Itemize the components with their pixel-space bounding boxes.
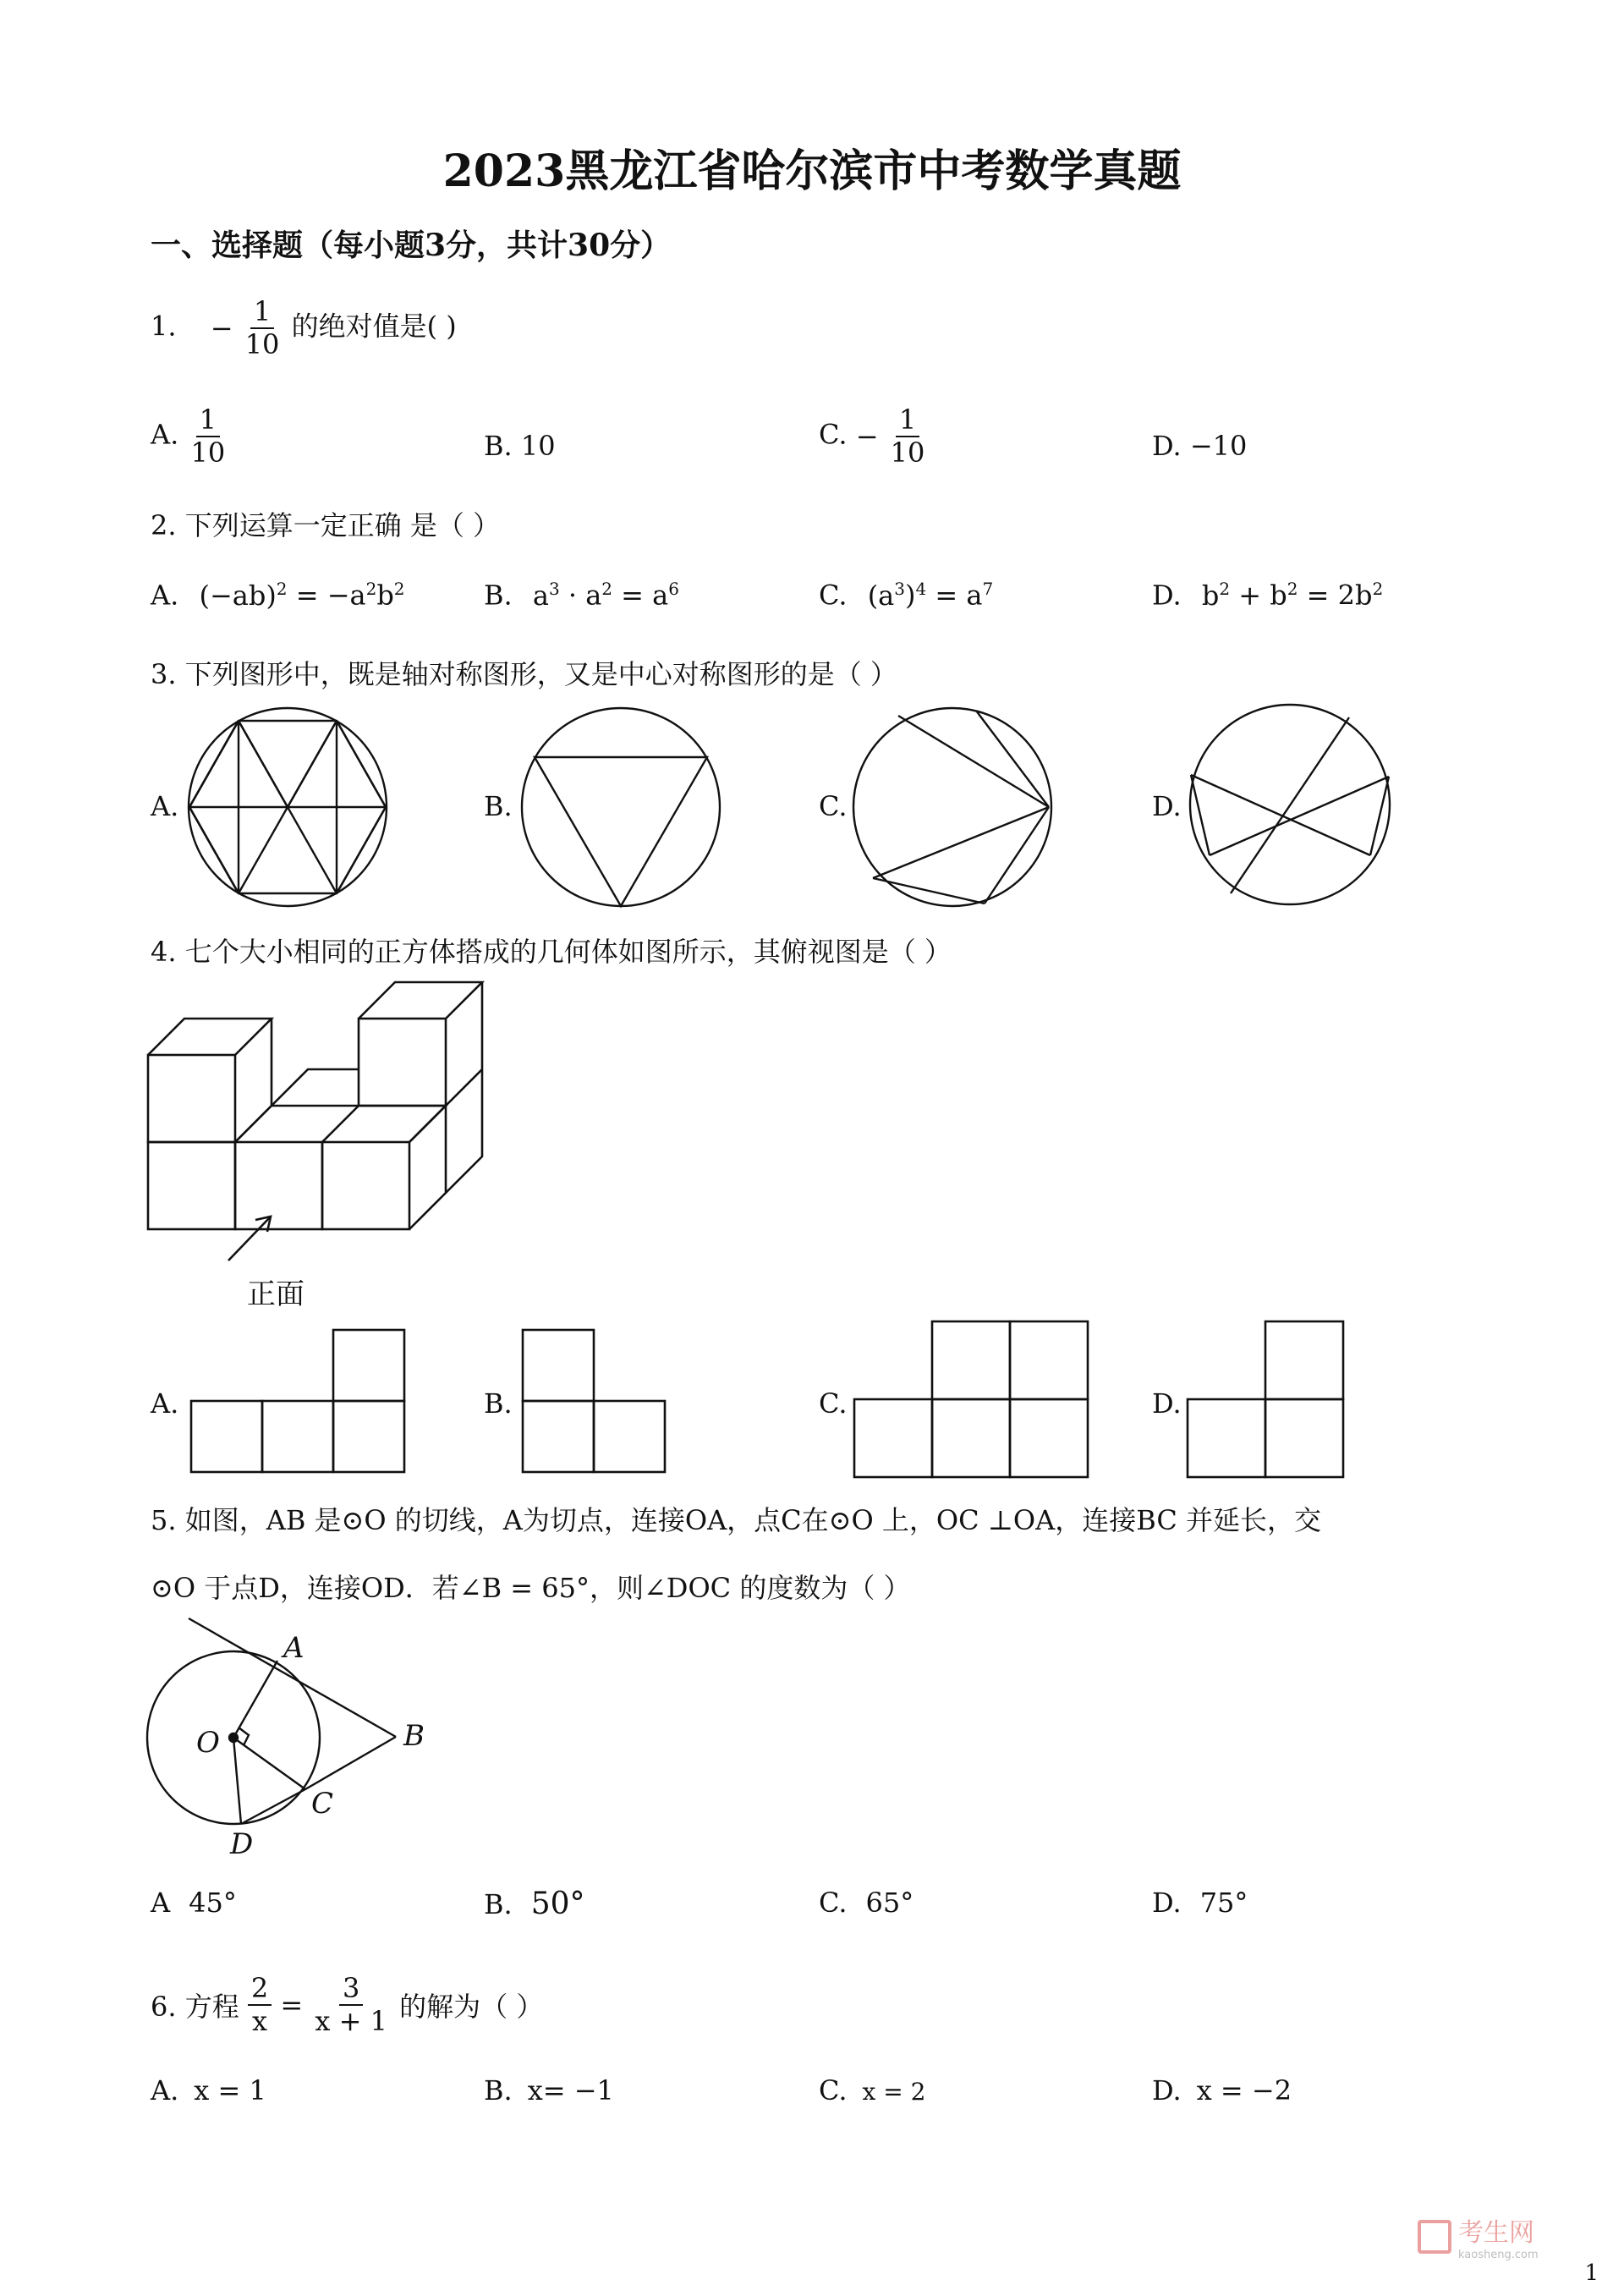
q6-prefix: 6. 方程 [151,1990,239,2023]
q2-option-a[interactable] [151,579,405,612]
q1-frac-den: 10 [244,327,280,360]
option-label: B. [484,430,513,462]
q6-stem: 的解为（ ） [399,1990,544,2023]
q4-view-c [851,1318,1096,1487]
question-3: 3. 下列图形中，既是轴对称图形，又是中心对称图形的是（ ） [151,658,897,690]
watermark-sub: kaosheng.com [1458,2249,1539,2261]
q4-view-a [188,1327,408,1479]
expr: = a [612,579,669,612]
q6-option-d[interactable] [1152,2074,1292,2106]
point-label-c: C [311,1787,334,1821]
q6-option-a[interactable] [151,2074,266,2106]
point-label-b: B [403,1719,425,1753]
q3-figure-c [849,704,1056,910]
frac-den: 10 [190,436,226,469]
q3-figure-b [518,704,724,910]
exp: 6 [668,579,679,599]
expr: = −a [287,579,366,612]
frac-den: x + 1 [315,2004,387,2037]
exp: 2 [1372,579,1384,599]
option-text: 75° [1199,1887,1248,1919]
exp: 2 [276,579,288,599]
exp: 3 [548,579,560,599]
frac-den: x [252,2004,268,2037]
option-text: x = 2 [862,2078,926,2106]
option-text: x= −1 [527,2074,614,2106]
option-label: C. [819,1887,848,1919]
expr: = 2b [1298,579,1373,612]
q5-option-b[interactable] [484,1887,585,1921]
frac-num: 1 [896,404,919,437]
option-text: x = 1 [194,2074,266,2106]
q4-label-d[interactable]: D. [1152,1387,1182,1420]
exp: 2 [365,579,377,599]
q5-option-c[interactable] [819,1887,914,1919]
option-label: A. [151,579,179,612]
option-label: A. [151,418,179,451]
page-title: 2023黑龙江省哈尔滨市中考数学真题 [442,146,1182,197]
expr: (−ab) [199,579,277,612]
q4-solid-figure [144,973,508,1277]
q1-option-a[interactable] [151,404,228,469]
point-label-a: A [283,1631,304,1665]
question-1 [151,296,457,360]
q4-label-a[interactable]: A. [151,1387,179,1420]
q6-fraction-1 [248,1973,272,2037]
option-label: D. [1152,2074,1182,2106]
watermark-icon [1418,2220,1451,2254]
q1-stem: 的绝对值是( ) [291,310,457,343]
option-label: D. [1152,579,1182,612]
q3-label-d[interactable]: D. [1152,790,1182,822]
option-text: 10 [520,430,556,462]
question-6 [151,1973,543,2037]
q6-equals: = [280,1988,304,2021]
exp: 2 [601,579,612,599]
q5-option-d[interactable] [1152,1887,1248,1919]
question-5-line-2: ⊙O 于点D，连接OD．若∠B = 65°，则∠DOC 的度数为（ ） [151,1572,911,1604]
option-label: D. [1152,430,1182,462]
question-2: 2. 下列运算一定正确 是（ ） [151,509,501,541]
option-label: B. [484,579,513,612]
option-label: C. [819,418,848,451]
watermark-text: 考生网 [1458,2218,1534,2248]
q1-c-fraction [887,404,929,469]
frac-den: 10 [890,436,925,469]
expr: (a [867,579,895,612]
option-text: 65° [865,1887,914,1919]
q6-option-c[interactable] [819,2074,925,2106]
point-label-d: D [230,1827,254,1861]
q3-label-a[interactable]: A. [151,790,179,822]
exp: 4 [915,579,927,599]
expr: = a [926,579,983,612]
expr: ) [904,579,916,612]
q1-number: 1. [151,310,177,343]
q2-option-b[interactable] [484,579,679,612]
q2-option-d[interactable] [1152,579,1383,612]
expr: a [532,579,549,612]
q1-option-c[interactable] [819,404,928,469]
section-heading: 一、选择题（每小题3分，共计30分） [151,228,672,263]
frac-num: 3 [339,1973,363,2006]
frac-num: 2 [248,1973,272,2006]
q4-view-d [1184,1318,1353,1487]
point-o [229,1733,238,1742]
q6-fraction-2 [311,1973,391,2037]
option-label: B. [484,1888,513,1920]
q3-label-b[interactable]: B. [484,790,513,822]
q4-label-c[interactable]: C. [819,1387,848,1420]
question-5-line-1: 5. 如图，AB 是⊙O 的切线，A为切点，连接OA，点C在⊙O 上，OC ⊥OA，连接BC 并延长，交 [151,1504,1321,1536]
expr: b [376,579,394,612]
expr: b [1201,579,1220,612]
exp: 2 [393,579,405,599]
option-label: A [151,1887,171,1919]
option-label: A. [151,2074,179,2106]
exp: 2 [1219,579,1231,599]
option-label: C. [819,579,848,612]
expr: + b [1230,579,1287,612]
q4-view-b [519,1327,672,1479]
front-label: 正面 [247,1277,304,1311]
question-4: 4. 七个大小相同的正方体搭成的几何体如图所示，其俯视图是（ ） [151,936,952,968]
q1-option-d[interactable] [1152,430,1247,462]
option-text: −10 [1189,430,1248,462]
q6-option-b[interactable] [484,2074,614,2106]
option-text: 50° [530,1887,585,1921]
option-label: B. [484,2074,513,2106]
q1-option-b[interactable] [484,430,556,462]
q3-label-c[interactable]: C. [819,790,848,822]
q3-figure-d [1184,699,1396,910]
page-number: 1 [1584,2260,1599,2286]
exp: 2 [1287,579,1298,599]
option-text: x = −2 [1196,2074,1292,2106]
q1-a-fraction [187,404,228,469]
q5-option-a[interactable] [151,1887,237,1919]
q1-frac-num: 1 [250,296,274,329]
q4-label-b[interactable]: B. [484,1387,513,1420]
point-label-o: O [196,1726,220,1760]
q1-fraction [242,296,283,360]
q2-option-c[interactable] [819,579,993,612]
option-minus: − [855,420,879,453]
option-text: 45° [189,1887,237,1919]
q3-figure-a [184,704,391,910]
exp: 7 [982,579,994,599]
frac-num: 1 [196,404,220,437]
watermark-logo [1418,2211,1587,2271]
q1-minus: − [210,311,233,344]
exp: 3 [894,579,905,599]
expr: · a [559,579,602,612]
option-label: D. [1152,1887,1182,1919]
option-label: C. [819,2074,848,2106]
